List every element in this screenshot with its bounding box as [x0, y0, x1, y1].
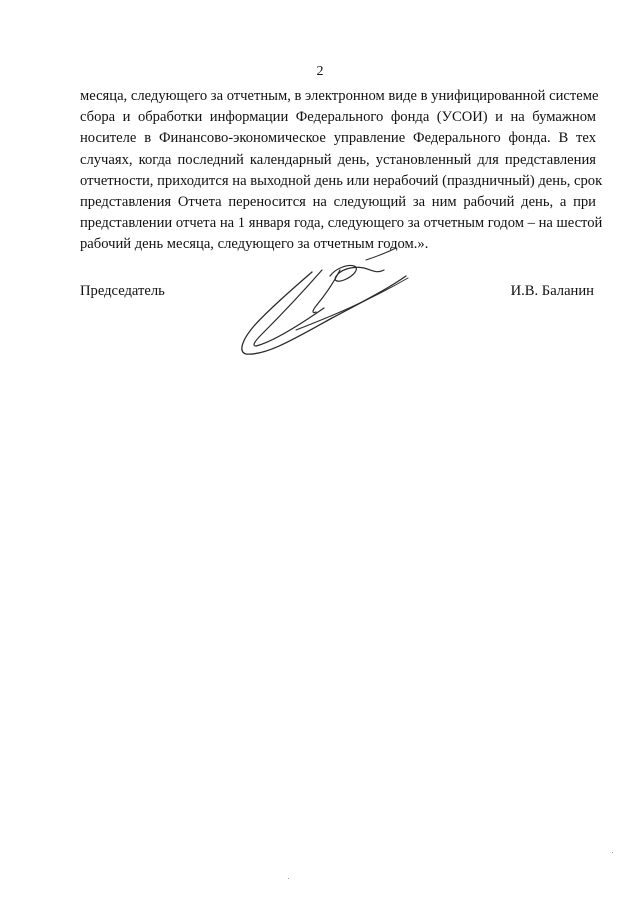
scan-speck — [288, 878, 289, 879]
page-number: 2 — [316, 64, 324, 79]
handwritten-signature — [236, 246, 416, 358]
paragraph-line: сбора и обработки информации Федерального фонда (УСОИ) и на бумажном — [80, 109, 596, 126]
signature-stroke — [254, 270, 324, 346]
signatory-title: Председатель — [80, 283, 165, 299]
paragraph-line: представлении отчета на 1 января года, следующего за отчетным годом – на шестой — [80, 215, 603, 232]
signature-strokes — [242, 248, 408, 354]
paragraph-line: носителе в Финансово-экономическое управление Федерального фонда. В тех — [80, 130, 596, 147]
paragraph-line: случаях, когда последний календарный день, установленный для представления — [80, 151, 596, 168]
signatory-name: И.В. Баланин — [510, 283, 594, 299]
paragraph-line: рабочий день месяца, следующего за отчетным годом.». — [80, 236, 429, 253]
paragraph-line: представления Отчета переносится на следующий за ним рабочий день, а при — [80, 194, 596, 211]
signature-stroke — [366, 248, 396, 260]
scan-speck — [612, 852, 613, 853]
paragraph-line: отчетности, приходится на выходной день или нерабочий (праздничный) день, срок — [80, 172, 603, 189]
body-paragraph — [80, 86, 603, 256]
paragraph-line: месяца, следующего за отчетным, в электронном виде в унифицированной системе — [80, 88, 599, 104]
